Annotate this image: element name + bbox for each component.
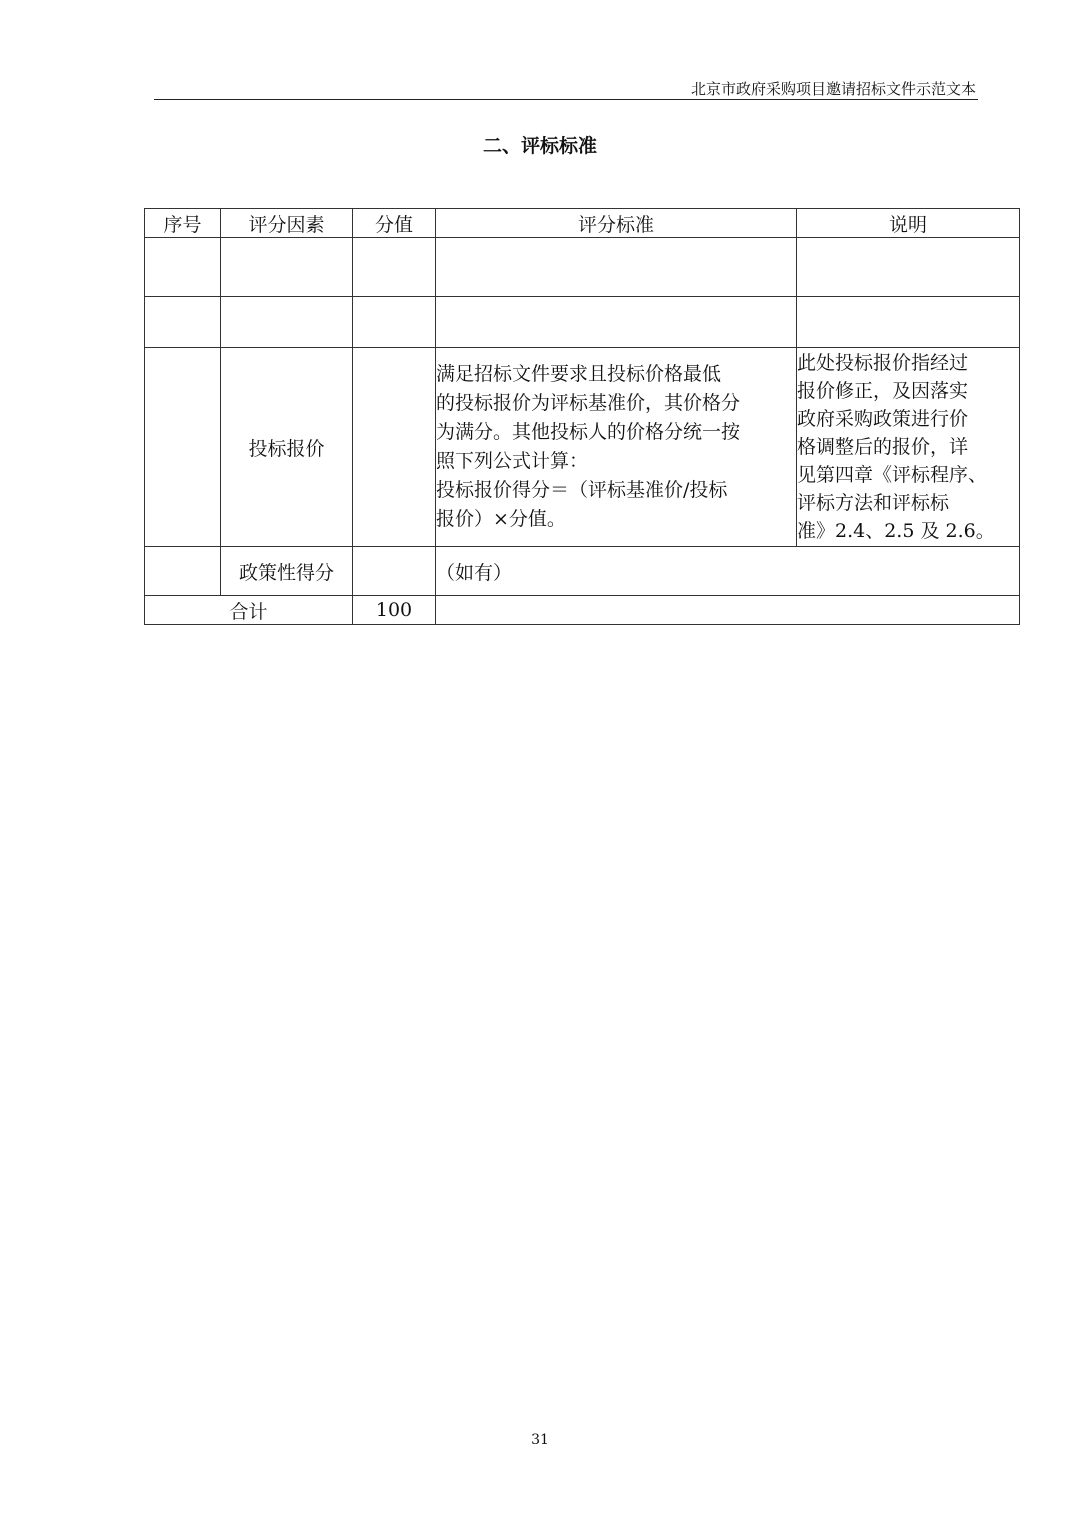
table-cell xyxy=(353,297,436,348)
table-cell xyxy=(353,348,436,547)
table-cell xyxy=(145,547,221,596)
note-line: 政府采购政策进行价 xyxy=(797,408,969,430)
note-line: 报价修正，及因落实 xyxy=(797,380,969,402)
factor-bid-price: 投标报价 xyxy=(221,348,353,547)
table-cell xyxy=(436,238,797,297)
table-row-policy xyxy=(145,547,1020,596)
note-line: 准》2.4、2.5 及 2.6。 xyxy=(797,520,995,542)
table-cell xyxy=(797,238,1020,297)
note-line: 评标方法和评标标 xyxy=(797,492,950,514)
column-header-factor: 评分因素 xyxy=(221,209,353,238)
note-line: 格调整后的报价，详 xyxy=(797,436,969,458)
column-header-note: 说明 xyxy=(797,209,1020,238)
table-cell xyxy=(797,297,1020,348)
table-row-blank-2 xyxy=(145,297,1020,348)
table-cell xyxy=(145,297,221,348)
table-cell xyxy=(353,547,436,596)
criteria-line: 报价）×分值。 xyxy=(436,508,566,530)
column-header-index: 序号 xyxy=(145,209,221,238)
note-line: 见第四章《评标程序、 xyxy=(797,464,988,486)
scoring-table xyxy=(144,208,1020,625)
note-line: 此处投标报价指经过 xyxy=(797,352,969,374)
factor-policy-score: 政策性得分 xyxy=(221,547,353,596)
table-cell xyxy=(436,596,1020,625)
total-label: 合计 xyxy=(145,596,353,625)
column-header-criteria: 评分标准 xyxy=(436,209,797,238)
criteria-line: 的投标报价为评标基准价，其价格分 xyxy=(436,392,741,414)
running-header: 北京市政府采购项目邀请招标文件示范文本 xyxy=(690,80,976,98)
note-bid-price xyxy=(797,348,1020,547)
criteria-line: 照下列公式计算： xyxy=(436,450,589,472)
total-score: 100 xyxy=(353,596,436,625)
table-row-bid-price xyxy=(145,348,1020,547)
table-cell xyxy=(221,238,353,297)
page-number: 31 xyxy=(531,1432,549,1448)
table-row-blank-1 xyxy=(145,238,1020,297)
policy-score-note: （如有） xyxy=(436,547,1020,596)
criteria-line: 投标报价得分＝（评标基准价/投标 xyxy=(436,479,728,501)
criteria-line: 满足招标文件要求且投标价格最低 xyxy=(436,363,722,385)
table-cell xyxy=(221,297,353,348)
table-row-total xyxy=(145,596,1020,625)
table-header-row xyxy=(145,209,1020,238)
table-cell xyxy=(436,297,797,348)
column-header-score: 分值 xyxy=(353,209,436,238)
criteria-bid-price xyxy=(436,348,797,547)
table-cell xyxy=(353,238,436,297)
section-title: 二、评标标准 xyxy=(482,135,597,157)
table-cell xyxy=(145,348,221,547)
table-cell xyxy=(145,238,221,297)
header-divider xyxy=(154,99,978,100)
criteria-line: 为满分。其他投标人的价格分统一按 xyxy=(436,421,741,443)
